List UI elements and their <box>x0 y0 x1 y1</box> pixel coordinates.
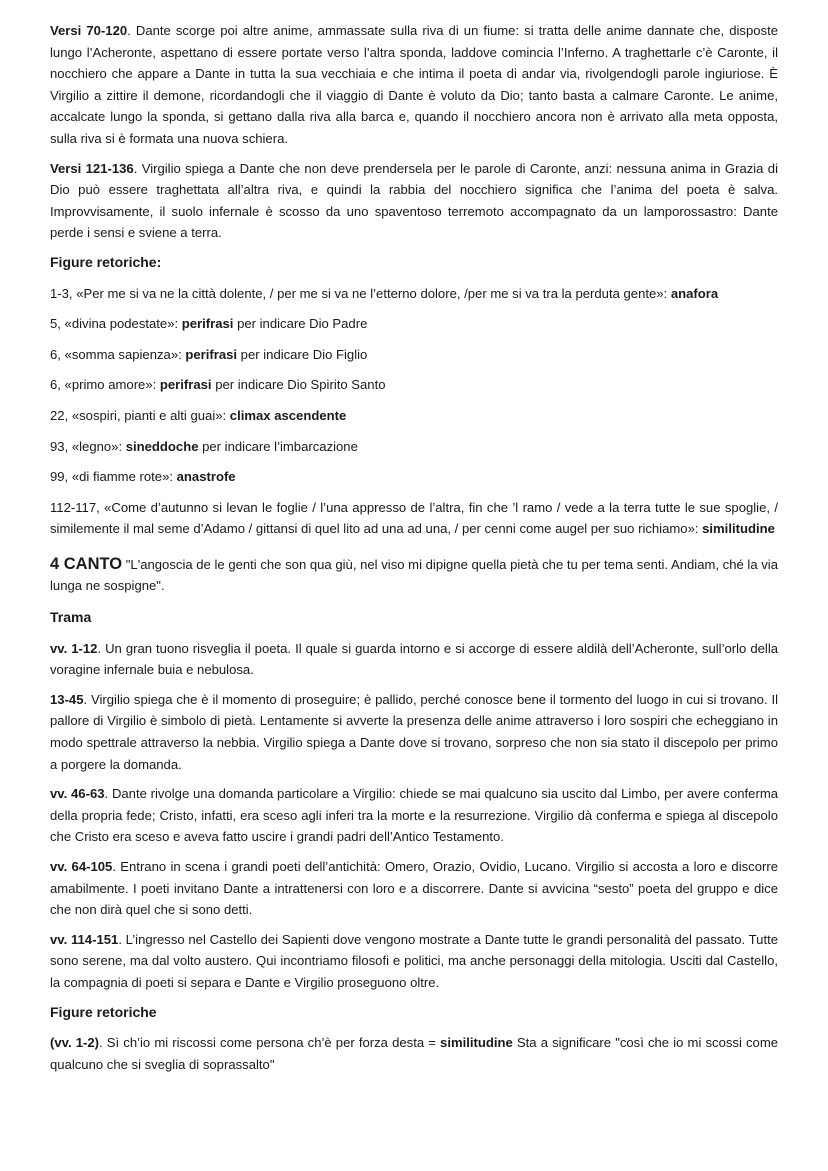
figure-item <box>50 405 778 427</box>
figure-paragraph <box>50 1032 778 1075</box>
paragraph-text: . Entrano in scena i grandi poeti dell’antichità: Omero, Orazio, Ovidio, Lucano. Virgilio si accosta a loro e discorre amabilmente. I poeti invitano Dante a intrattenersi con loro e a discorrere. Dante si avvicina “sesto” poeta del gruppo e dice che non dirà quel che si sono detti. <box>50 859 778 918</box>
paragraph-text: . L’ingresso nel Castello dei Sapienti dove vengono mostrate a Dante tutte le grandi personalità del passato. Tutte sono serene, ma dal volto austero. Qui incontriamo filosofi e politici, ma anche personaggi della mitologia. Usciti dal Castello, la compagnia di poeti si separa e Dante e Virgilio proseguono oltre. <box>50 931 779 990</box>
figure-text: 6, «primo amore»: <box>50 377 160 393</box>
section-heading-figure-retoriche-canto-4: Figure retoriche <box>50 1003 157 1020</box>
figure-text: 1-3, «Per me si va ne la città dolente, / per me si va ne l’etterno dolore, /per me si va tra la perduta gente»: <box>50 285 671 301</box>
paragraph-label: vv. 64-105 <box>50 859 113 874</box>
figure-name: perifrasi <box>185 346 238 362</box>
paragraph-versi-70-120 <box>50 20 778 150</box>
paragraph-text: . Un gran tuono risveglia il poeta. Il quale si guarda intorno e si accorge di essere aldilà dell’Acheronte, sull’orlo della voragine infernale buia e nebulosa. <box>50 640 779 678</box>
section-heading-trama: Trama <box>50 609 92 626</box>
figure-item <box>50 283 778 305</box>
paragraph-label: 13-45 <box>50 691 84 707</box>
paragraph-versi-121-136 <box>50 158 778 244</box>
figure-text: 5, «divina podestate»: <box>50 316 182 332</box>
paragraph-text: . Dante scorge poi altre anime, ammassate sulla riva di un fiume: si tratta delle anime dannate che, disposte lungo l’Acheronte, aspettano di essere portate verso l’altra sponda, laddove comincia l’Inferno. A traghettarle c’è Caronte, il nocchiero che appare a Dante in tutta la sua vecchiaia e che intima il poeta di andar via, rivolgendogli parole ingiuriose. È Virgilio a zittire il demone, ricordandogli che il viaggio di Dante è voluto da Dio; tanto basta a calmare Caronte. Le anime, accalcate lungo la sponda, si gettano dalla riva alla barca e, quando il nocchiero ancora non è arrivato alla meta opposta, sulla riva si è formata una nuova schiera. <box>50 23 778 146</box>
section-heading-figure-retoriche: Figure retoriche: <box>50 253 162 270</box>
figure-text: 93, «legno»: <box>50 438 126 454</box>
figure-item <box>50 436 778 458</box>
figure-text: 99, «di fiamme rote»: <box>50 469 177 485</box>
figure-text: 6, «somma sapienza»: <box>50 346 186 362</box>
figure-item <box>50 313 778 335</box>
figure-name: similitudine <box>702 521 775 537</box>
paragraph-text: . Virgilio spiega che è il momento di proseguire; è pallido, perché conosce bene il tormento del luogo in cui si trovano. Il pallore di Virgilio è simbolo di pietà. Lentamente si avverte la presenza delle anime attraverso i loro sospiri che echeggiano in modo spettrale attraverso la nebbia. Virgilio spiega a Dante dove si trovano, sorpreso che non sia stato il discepolo per primo a porgere la domanda. <box>50 691 778 772</box>
paragraph-label: vv. 46-63 <box>50 786 105 802</box>
paragraph-text: . Sì ch’io mi riscossi come persona ch’è per forza desta = <box>99 1035 441 1051</box>
canto-quote: "L'angoscia de le genti che son qua giù, nel viso mi dipigne quella pietà che tu per tema senti. Andiam, ché la via lunga ne sospigne". <box>50 556 779 594</box>
figure-text: 112-117, «Come d’autunno si levan le foglie / l’una appresso de l’altra, fin che ’l ramo / vede a la terra tutte le sue spoglie, / similemente il mal seme d’Adamo / gittansi di quel lito ad una ad una, / per cenni come augel per suo richiamo»: <box>50 499 778 537</box>
paragraph-label: Versi 121-136 <box>50 160 134 176</box>
figure-name: similitudine <box>440 1035 513 1051</box>
paragraph-label: (vv. 1-2) <box>50 1035 100 1051</box>
paragraph-text: . Dante rivolge una domanda particolare a Virgilio: chiede se mai qualcuno sia uscito dal Limbo, per avere conferma della propria fede; Cristo, infatti, era sceso agli inferi tra la morte e la resurrezione. Virgilio dà conferma e spiega al discepolo che Cristo era sceso e aveva fatto uscire i grandi padri dell’Antico Testamento. <box>50 786 779 845</box>
figure-item <box>50 374 778 396</box>
paragraph-text: . Virgilio spiega a Dante che non deve prendersela per le parole di Caronte, anzi: nessuna anima in Grazia di Dio può essere traghettata all’altra riva, e quindi la rabbia del nocchiero significa che l’anima del poeta è salva. Improvvisamente, il suolo infernale è scosso da uno spaventoso terremoto accompagnato da un lamporossastro: Dante perde i sensi e sviene a terra. <box>50 160 779 241</box>
figure-after: Sta a significare "così che io mi scossi come qualcuno che si sveglia di soprassalto" <box>50 1035 779 1072</box>
figure-name: climax ascendente <box>229 407 347 423</box>
trama-paragraph <box>50 929 778 994</box>
figure-after: per indicare Dio Padre <box>233 316 368 332</box>
paragraph-label: Versi 70-120 <box>50 23 128 38</box>
figure-name: anafora <box>670 285 719 301</box>
trama-paragraph <box>50 856 778 921</box>
figure-after: per indicare Dio Spirito Santo <box>211 377 386 393</box>
document-page <box>50 20 778 1083</box>
figure-item <box>50 466 778 488</box>
paragraph-label: vv. 1-12 <box>50 640 98 656</box>
figure-item <box>50 497 778 540</box>
canto-4-header <box>50 554 778 597</box>
trama-paragraph <box>50 689 778 775</box>
trama-paragraph <box>50 638 778 681</box>
figure-name: perifrasi <box>181 316 234 332</box>
figure-name: perifrasi <box>159 377 212 393</box>
figure-name: anastrofe <box>176 469 236 485</box>
figure-text: 22, «sospiri, pianti e alti guai»: <box>50 407 230 423</box>
figure-after: per indicare l’imbarcazione <box>198 438 358 454</box>
figure-item <box>50 344 778 366</box>
paragraph-label: vv. 114-151 <box>50 931 119 947</box>
canto-title: 4 CANTO <box>50 554 123 573</box>
figure-name: sineddoche <box>125 438 199 454</box>
figure-after: per indicare Dio Figlio <box>237 346 368 362</box>
trama-paragraph <box>50 783 778 848</box>
